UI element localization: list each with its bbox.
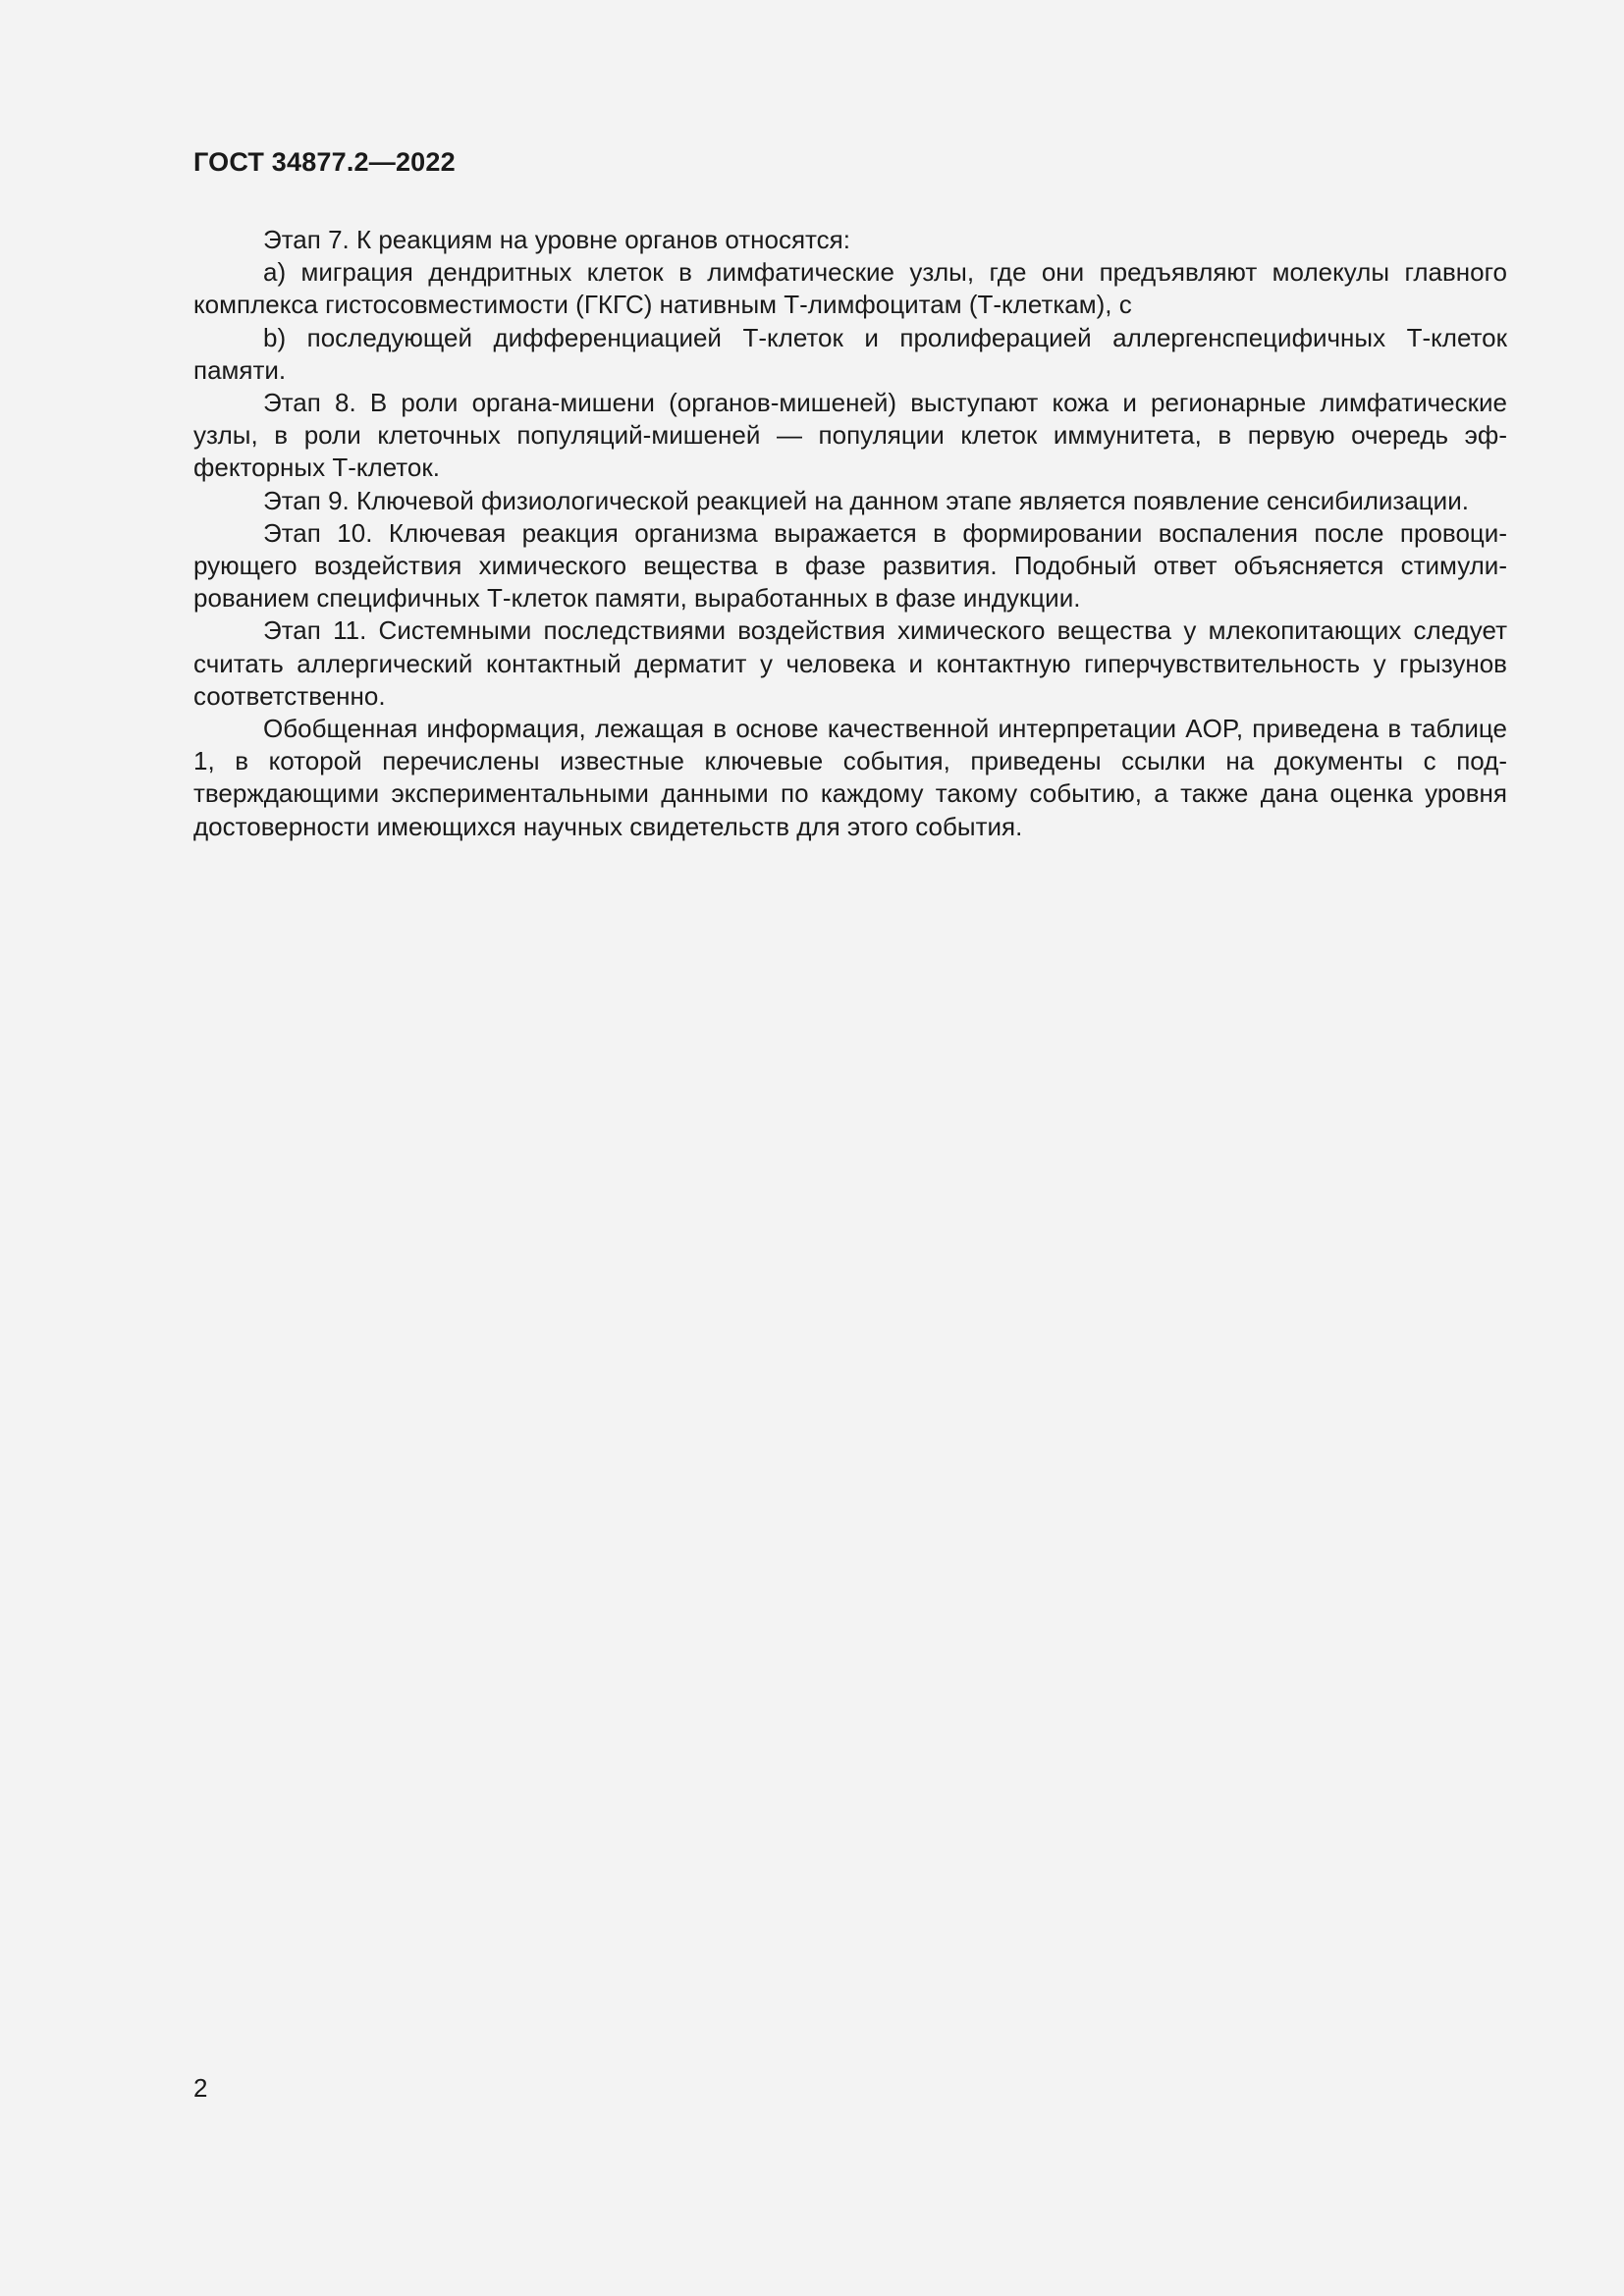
standard-designation: ГОСТ 34877.2—2022 [193,147,456,177]
paragraph-stage-10: Этап 10. Ключевая реакция организма выражается в формировании воспаления после провоцирующего воздействия химического вещества в фазе развития. Подобный ответ объясняется стимулированием специфичных Т-клеток памяти, выработанных в фазе индукции. [193,517,1507,614]
page-number: 2 [193,2073,208,2103]
body-text [193,224,1507,843]
paragraph-stage-11: Этап 11. Системными последствиями воздействия химического вещества у млекопитающих следует считать аллергический контактный дерматит у человека и контактную гиперчувствительность у грызунов соответственно. [193,615,1507,711]
paragraph-item-b: b) последующей дифференциацией Т-клеток и пролиферацией аллергенспецифичных Т-клеток памяти. [193,322,1507,385]
paragraph-stage-7: Этап 7. К реакциям на уровне органов относятся: [263,225,850,254]
paragraph-item-a: a) миграция дендритных клеток в лимфатические узлы, где они предъявляют молекулы главного комплекса гистосовместимости (ГКГС) нативным Т-лимфоцитам (Т-клеткам), с [193,257,1507,320]
paragraph-stage-8: Этап 8. В роли органа-мишени (органов-мишеней) выступают кожа и регионарные лимфатические узлы, в роли клеточных популяций-мишеней — популяции клеток иммунитета, в первую очередь эффекторных Т-клеток. [193,388,1507,483]
paragraph-stage-9: Этап 9. Ключевой физиологической реакцией на данном этапе является появление сенсибилизации. [263,485,1469,515]
paragraph-summary: Обобщенная информация, лежащая в основе качественной интерпретации AOP, приведена в таблице 1, в которой перечислены известные ключевые события, приведены ссылки на документы с подтверждающими экспериментальными данными по каждому такому событию, а также дана оценка уровня достоверности имеющихся научных свидетельств для этого события. [193,714,1507,841]
